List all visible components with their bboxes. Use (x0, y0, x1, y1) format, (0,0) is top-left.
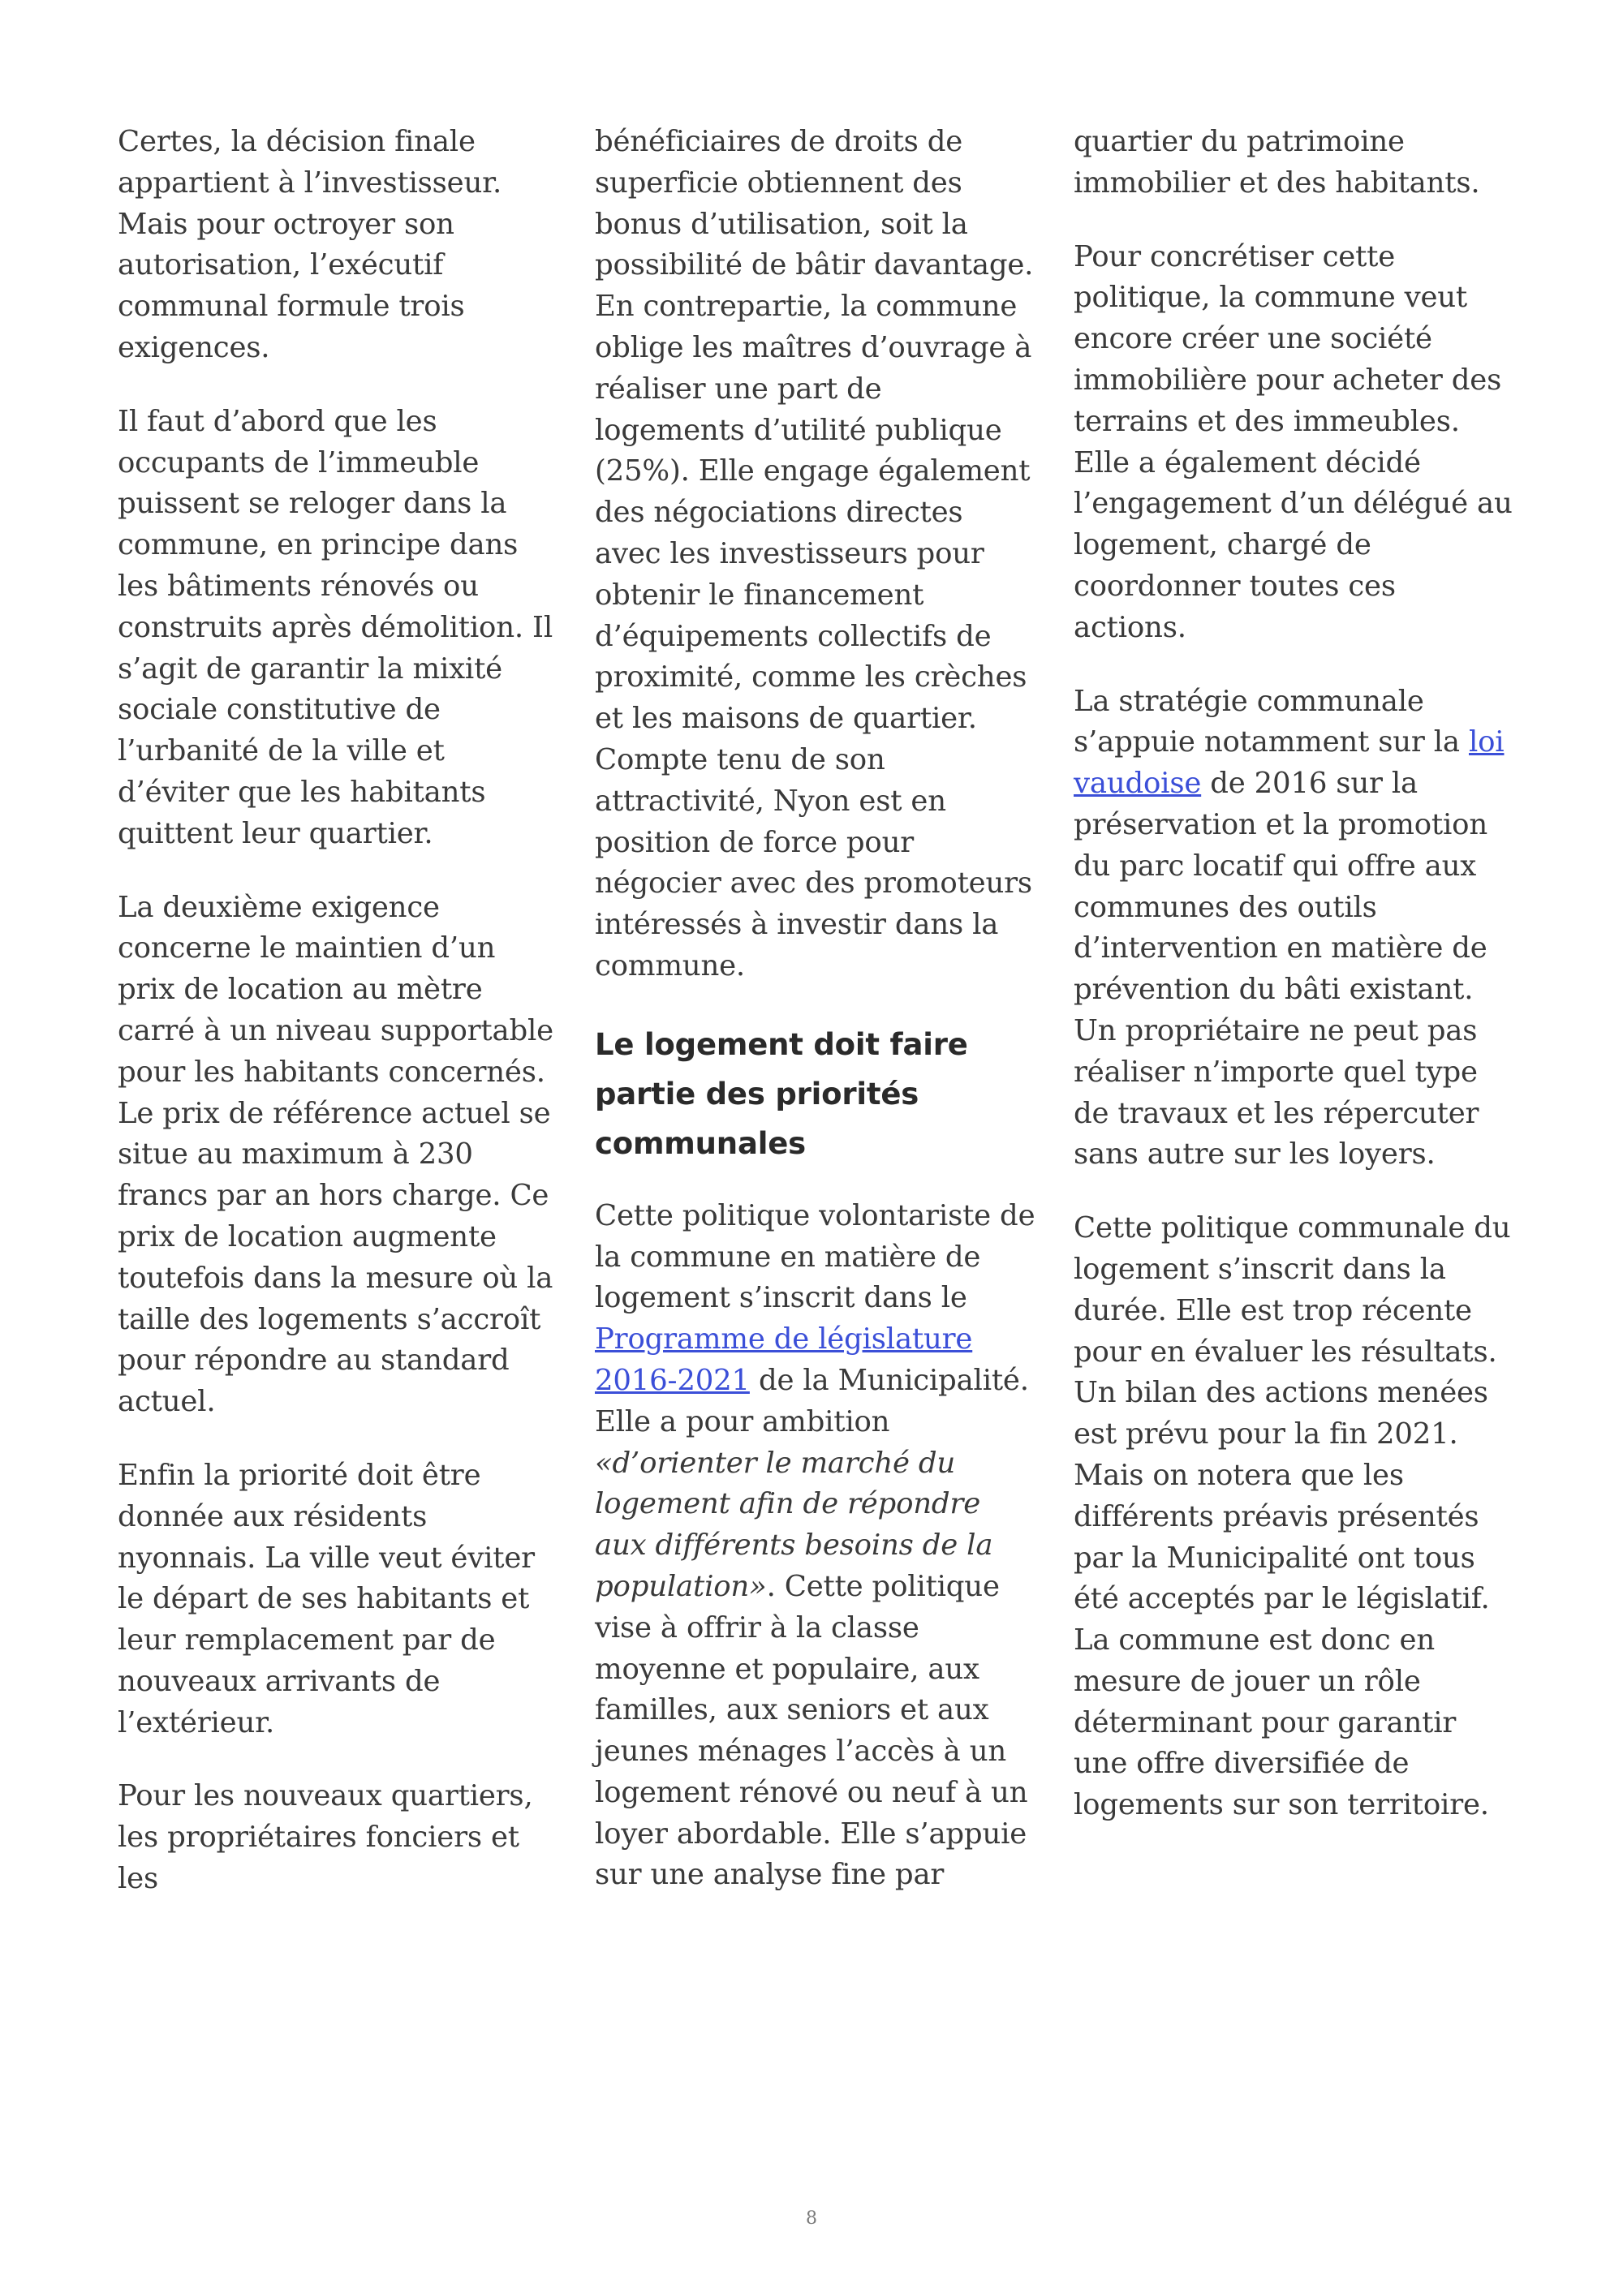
text-column-1 (118, 122, 560, 1933)
paragraph-text: de 2016 sur la préservation et la promotion du parc locatif qui offre aux communes des outils d’intervention en matière de prévention du bâti existant. Un propriétaire ne peut pas réaliser n’importe quel type de travaux et les répercuter sans autre sur les loyers. (1074, 767, 1487, 1172)
page-number: 8 (806, 2208, 817, 2229)
paragraph (1074, 681, 1516, 1176)
quoted-text: «d’orienter le marché du logement afin de répondre aux différents besoins de la population» (595, 1446, 993, 1603)
paragraph-text: de la Municipalité. Elle a pour ambition (595, 1363, 1029, 1438)
paragraph: quartier du patrimoine immobilier et des habitants. (1074, 125, 1480, 200)
paragraph: La deuxième exigence concerne le maintien d’un prix de location au mètre carré à un niveau supportable pour les habitants concernés. Le prix de référence actuel se situe au maximum à 230 francs par an hors charge. Ce prix de location augmente toutefois dans la mesure où la taille des logements s’accroît pour répondre au standard actuel. (118, 890, 553, 1419)
section-heading: Le logement doit faire partie des priorités communales (595, 1026, 968, 1161)
text-column-2 (595, 122, 1037, 1928)
paragraph-text: La stratégie communale s’appuie notamment sur la (1074, 684, 1469, 759)
loi-vaudoise-link[interactable]: loi vaudoise (1074, 725, 1505, 801)
paragraph: Il faut d’abord que les occupants de l’immeuble puissent se reloger dans la commune, en principe dans les bâtiments rénovés ou construits après démolition. Il s’agit de garantir la mixité sociale constitutive de l’urbanité de la ville et d’éviter que les habitants quittent leur quartier. (118, 404, 553, 850)
paragraph (595, 1196, 1037, 1897)
paragraph: Certes, la décision finale appartient à l’investisseur. Mais pour octroyer son autorisation, l’exécutif communal formule trois exigences. (118, 125, 502, 364)
paragraph: Cette politique communale du logement s’inscrit dans la durée. Elle est trop récente pour en évaluer les résultats. Un bilan des actions menées est prévu pour la fin 2021. Mais on notera que les différents préavis présentés par la Municipalité ont tous été acceptés par le législatif. La commune est donc en mesure de jouer un rôle déterminant pour garantir une offre diversifiée de logements sur son territoire. (1074, 1211, 1511, 1822)
paragraph: bénéficiaires de droits de superficie obtiennent des bonus d’utilisation, soit la possibilité de bâtir davantage. En contrepartie, la commune oblige les maîtres d’ouvrage à réaliser une part de logements d’utilité publique (25%). Elle engage également des négociations directes avec les investisseurs pour obtenir le financement d’équipements collectifs de proximité, comme les crèches et les maisons de quartier. Compte tenu de son attractivité, Nyon est en position de force pour négocier avec des promoteurs intéressés à investir dans la commune. (595, 125, 1034, 982)
paragraph: Enfin la priorité doit être donnée aux résidents nyonnais. La ville veut éviter le départ de ses habitants et leur remplacement par de nouveaux arrivants de l’extérieur. (118, 1458, 535, 1739)
paragraph-text: . Cette politique vise à offrir à la classe moyenne et populaire, aux familles, aux seniors et aux jeunes ménages l’accès à un logement rénové ou neuf à un loyer abordable. Elle s’appuie sur une analyse fine par (595, 1569, 1028, 1892)
paragraph: Pour les nouveaux quartiers, les propriétaires fonciers et les (118, 1779, 533, 1896)
programme-legislature-link[interactable]: Programme de législature 2016-2021 (595, 1322, 973, 1397)
paragraph-text: Cette politique volontariste de la commune en matière de logement s’inscrit dans le (595, 1198, 1035, 1315)
text-column-3 (1074, 122, 1516, 1859)
paragraph: Pour concrétiser cette politique, la commune veut encore créer une société immobilière pour acheter des terrains et des immeubles. Elle a également décidé l’engagement d’un délégué au logement, chargé de coordonner toutes ces actions. (1074, 239, 1513, 644)
